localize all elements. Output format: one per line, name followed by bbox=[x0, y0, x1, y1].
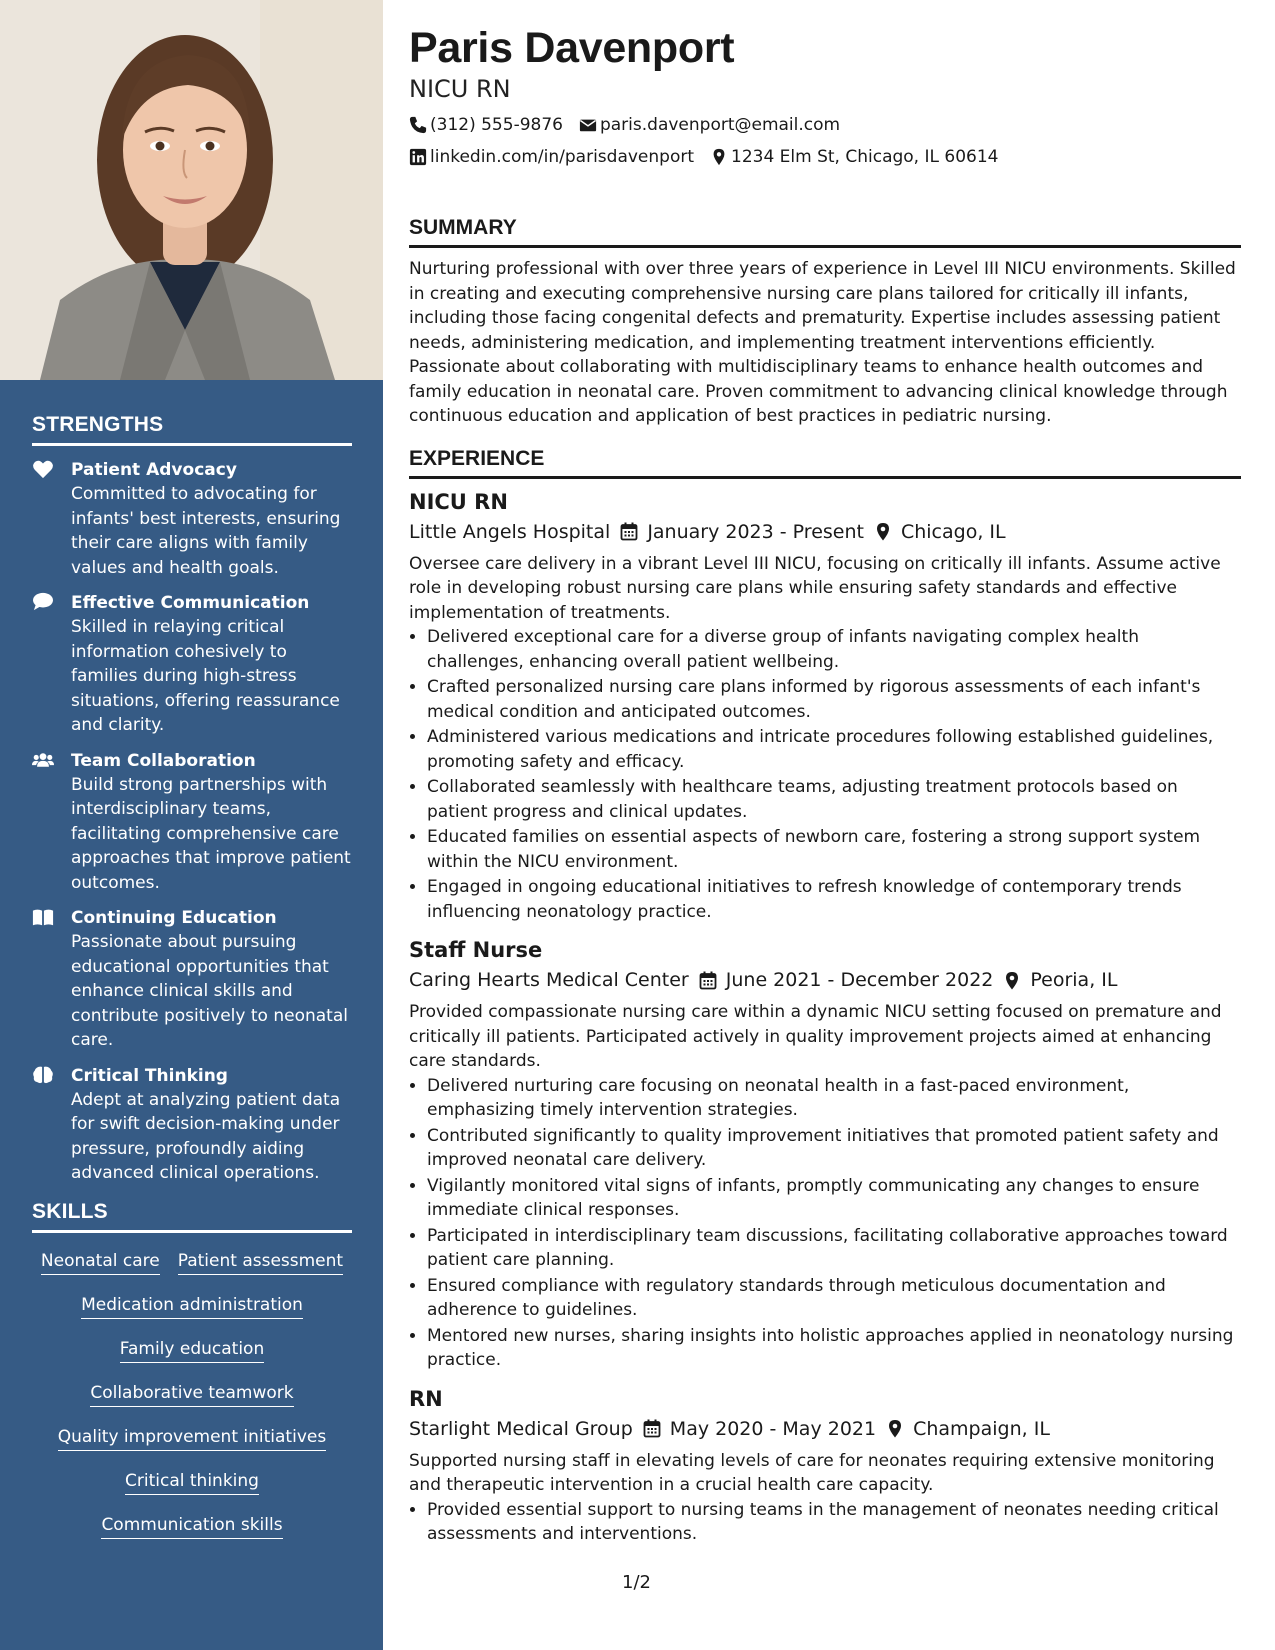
email-contact[interactable] bbox=[579, 115, 840, 135]
strength-description: Skilled in relaying critical information cohesively to families during high-stress situations, offering reassurance and clarity. bbox=[71, 617, 340, 735]
book-open-icon bbox=[32, 907, 54, 927]
calendar-icon bbox=[643, 1419, 661, 1438]
job-bullet: • Crafted personalized nursing care plans informed by rigorous assessments of each infant's medical condition and anticipated outcomes. bbox=[427, 675, 1241, 724]
job-entry bbox=[409, 1385, 1241, 1547]
strengths-heading: STRENGTHS bbox=[32, 413, 352, 446]
job-location: Champaign, IL bbox=[913, 1417, 1050, 1440]
address-contact bbox=[710, 147, 998, 167]
brain-icon bbox=[32, 1065, 54, 1085]
calendar-icon bbox=[699, 971, 717, 990]
phone-number: (312) 555-9876 bbox=[430, 115, 563, 135]
job-dates: January 2023 - Present bbox=[647, 520, 864, 543]
job-bullets bbox=[409, 1498, 1241, 1547]
job-bullet: • Engaged in ongoing educational initiatives to refresh knowledge of contemporary trends influencing neonatology practice. bbox=[427, 875, 1241, 924]
job-bullet: • Delivered exceptional care for a diverse group of infants navigating complex health challenges, enhancing overall patient wellbeing. bbox=[427, 625, 1241, 674]
job-location-item bbox=[1003, 966, 1117, 994]
strength-item bbox=[32, 591, 352, 738]
skill-tag: Quality improvement initiatives bbox=[58, 1427, 326, 1451]
job-bullet: • Provided essential support to nursing teams in the management of neonates needing critical assessments and interventions. bbox=[427, 1498, 1241, 1547]
strength-item bbox=[32, 749, 352, 896]
contact-row bbox=[409, 146, 1241, 168]
employer: Little Angels Hospital bbox=[409, 520, 611, 543]
summary-heading: SUMMARY bbox=[409, 216, 1241, 248]
job-location-item bbox=[874, 518, 1006, 546]
job-dates: June 2021 - December 2022 bbox=[725, 969, 994, 991]
main-content bbox=[409, 22, 1241, 1559]
map-pin-icon bbox=[1003, 971, 1021, 990]
skill-tag: Neonatal care bbox=[41, 1251, 160, 1275]
job-entry bbox=[409, 488, 1241, 925]
job-bullet: • Contributed significantly to quality improvement initiatives that promoted patient safety and improved neonatal care delivery. bbox=[427, 1124, 1241, 1173]
strength-description: Build strong partnerships with interdisciplinary teams, facilitating comprehensive care approaches that improve patient outcomes. bbox=[71, 774, 351, 893]
job-entry bbox=[409, 936, 1241, 1373]
skills-heading: SKILLS bbox=[32, 1200, 352, 1233]
map-pin-icon bbox=[710, 148, 728, 166]
strength-description: Passionate about pursuing educational opportunities that enhance clinical skills and contribute positively to neonatal care. bbox=[71, 932, 348, 1050]
strength-item bbox=[32, 906, 352, 1053]
job-description: Oversee care delivery in a vibrant Level III NICU, focusing on critically ill infants. Assume active role in developing robust nursing care plans while ensuring safety standards and effective implementation of treatments. bbox=[409, 553, 1221, 623]
job-bullet: • Mentored new nurses, sharing insights into holistic approaches applied in neonatology nursing practice. bbox=[427, 1324, 1241, 1373]
strength-item bbox=[32, 458, 352, 580]
users-icon bbox=[32, 750, 54, 770]
email-address: paris.davenport@email.com bbox=[599, 115, 841, 135]
job-meta bbox=[409, 966, 1241, 994]
phone-icon bbox=[409, 116, 427, 134]
job-bullet: • Educated families on essential aspects of newborn care, fostering a strong support system within the NICU environment. bbox=[427, 825, 1241, 874]
linkedin-icon bbox=[409, 148, 427, 166]
page-number: 1/2 bbox=[622, 1572, 651, 1593]
employer: Caring Hearts Medical Center bbox=[409, 969, 689, 991]
contact-row bbox=[409, 114, 1241, 136]
strength-title: Critical Thinking bbox=[71, 1065, 228, 1086]
job-bullet: • Vigilantly monitored vital signs of infants, promptly communicating any changes to ensure immediate clinical responses. bbox=[427, 1174, 1241, 1223]
heart-icon bbox=[32, 459, 54, 479]
job-meta bbox=[409, 518, 1241, 546]
skill-tag: Communication skills bbox=[101, 1515, 282, 1539]
skill-tag: Medication administration bbox=[81, 1295, 303, 1319]
linkedin-url: linkedin.com/in/parisdavenport bbox=[430, 147, 694, 167]
job-bullets bbox=[409, 625, 1241, 924]
job-dates-item bbox=[620, 518, 864, 546]
job-bullet: • Administered various medications and intricate procedures following established guidelines, promoting safety and efficacy. bbox=[427, 725, 1241, 774]
candidate-name: Paris Davenport bbox=[409, 24, 735, 72]
linkedin-contact[interactable] bbox=[409, 147, 694, 167]
strength-description: Adept at analyzing patient data for swift decision-making under pressure, profoundly aiding advanced clinical operations. bbox=[71, 1089, 341, 1183]
skill-tag: Family education bbox=[120, 1339, 264, 1363]
job-bullet: • Participated in interdisciplinary team discussions, facilitating collaborative approaches toward patient care planning. bbox=[427, 1224, 1241, 1273]
sidebar bbox=[0, 0, 383, 1650]
envelope-icon bbox=[579, 116, 597, 134]
strength-title: Effective Communication bbox=[71, 593, 310, 613]
job-bullets bbox=[409, 1074, 1241, 1373]
chat-bubble-icon bbox=[32, 592, 54, 612]
skill-tag: Patient assessment bbox=[178, 1251, 343, 1275]
job-description: Provided compassionate nursing care within a dynamic NICU setting focused on premature and critically ill patients. Participated actively in quality improvement projects aimed at enhancing care standards. bbox=[409, 1002, 1222, 1071]
strength-description: Committed to advocating for infants' best interests, ensuring their care aligns with family values and health goals. bbox=[71, 484, 341, 578]
skill-tag: Collaborative teamwork bbox=[90, 1383, 293, 1407]
phone-contact[interactable] bbox=[409, 115, 563, 135]
candidate-title: NICU RN bbox=[409, 75, 511, 103]
job-meta bbox=[409, 1415, 1241, 1443]
job-dates: May 2020 - May 2021 bbox=[669, 1417, 877, 1440]
address: 1234 Elm St, Chicago, IL 60614 bbox=[731, 147, 999, 167]
job-description: Supported nursing staff in elevating levels of care for neonates requiring extensive monitoring and therapeutic intervention in a crucial health care capacity. bbox=[409, 1450, 1215, 1495]
job-location: Peoria, IL bbox=[1030, 969, 1118, 991]
job-bullet: • Collaborated seamlessly with healthcare teams, adjusting treatment protocols based on patient progress and clinical updates. bbox=[427, 775, 1241, 824]
job-dates-item bbox=[643, 1415, 876, 1443]
summary-text: Nurturing professional with over three years of experience in Level III NICU environments. Skilled in creating and executing comprehensive nursing care plans tailored for critically ill infants, including those facing congenital defects and prematurity. Expertise includes assessing patient needs, administering medication, and implementing treatment interventions efficiently. Passionate about collaborating with multidisciplinary teams to enhance health outcomes and family education in neonatal care. Proven commitment to advancing clinical knowledge through continuous education and application of best practices in pediatric nursing. bbox=[409, 259, 1236, 426]
calendar-icon bbox=[620, 522, 638, 541]
job-location: Chicago, IL bbox=[900, 520, 1006, 543]
employer: Starlight Medical Group bbox=[409, 1417, 633, 1440]
job-title: RN bbox=[409, 1386, 443, 1411]
map-pin-icon bbox=[886, 1419, 904, 1438]
job-bullet: • Ensured compliance with regulatory standards through meticulous documentation and adherence to guidelines. bbox=[427, 1274, 1241, 1323]
job-bullet: • Delivered nurturing care focusing on neonatal health in a fast-paced environment, emphasizing timely intervention strategies. bbox=[427, 1074, 1241, 1123]
strength-title: Continuing Education bbox=[71, 908, 277, 928]
skill-tag: Critical thinking bbox=[125, 1471, 259, 1495]
job-title: Staff Nurse bbox=[409, 938, 543, 962]
strength-title: Patient Advocacy bbox=[71, 460, 237, 480]
map-pin-icon bbox=[874, 522, 892, 541]
job-dates-item bbox=[699, 966, 994, 994]
job-location-item bbox=[886, 1415, 1050, 1443]
strength-item bbox=[32, 1064, 352, 1186]
skills-list bbox=[32, 1245, 352, 1539]
sidebar-content bbox=[32, 413, 352, 1539]
profile-photo bbox=[0, 0, 383, 380]
strength-title: Team Collaboration bbox=[71, 750, 256, 771]
job-title: NICU RN bbox=[409, 489, 508, 514]
experience-heading: EXPERIENCE bbox=[409, 447, 1241, 479]
